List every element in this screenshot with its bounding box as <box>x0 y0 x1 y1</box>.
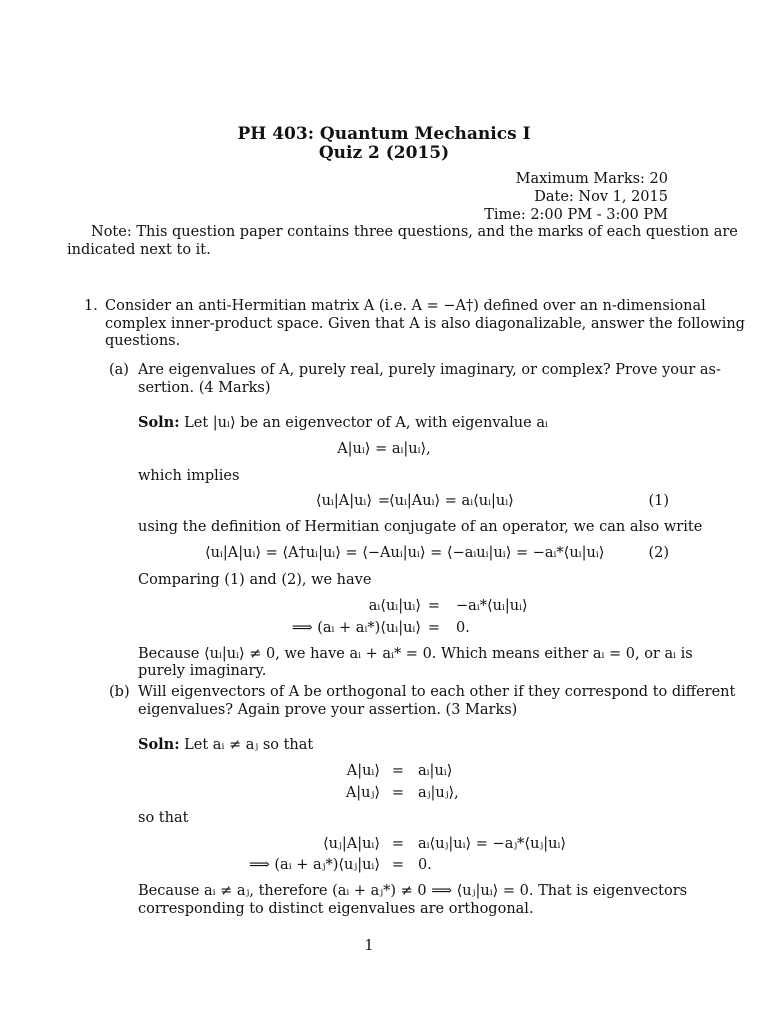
equation-b4-rhs: 0. <box>418 857 432 873</box>
equation-b1-rhs: aᵢ|uᵢ⟩ <box>418 763 453 779</box>
equation-b3-lhs: ⟨uⱼ|A|uᵢ⟩ <box>323 836 380 852</box>
soln-text: Let |uᵢ⟩ be an eigenvector of A, with eigenvalue aᵢ <box>179 415 548 431</box>
equation-b1-eq: = <box>391 763 405 779</box>
equation-b4-eq: = <box>391 857 405 873</box>
exam-time: Time: 2:00 PM - 3:00 PM <box>484 207 668 223</box>
equation-a4-eq: = <box>427 598 441 614</box>
max-marks: Maximum Marks: 20 <box>515 171 668 187</box>
so-that-text: so that <box>138 810 189 826</box>
part-b-conclusion-2: corresponding to distinct eigenvalues are orthogonal. <box>138 901 534 917</box>
equation-a1: A|uᵢ⟩ = aᵢ|uᵢ⟩, <box>337 441 431 457</box>
part-a-conclusion-1: Because ⟨uᵢ|uᵢ⟩ ≠ 0, we have aᵢ + aᵢ* = 0. Which means either aᵢ = 0, or aᵢ is <box>138 646 693 662</box>
equation-b3-rhs: aᵢ⟨uⱼ|uᵢ⟩ = −aⱼ*⟨uⱼ|uᵢ⟩ <box>418 836 567 852</box>
page-number: 1 <box>364 938 374 954</box>
part-b-conclusion-1: Because aᵢ ≠ aⱼ, therefore (aᵢ + aⱼ*) ≠ 0 ⟹ ⟨uⱼ|uᵢ⟩ = 0. That is eigenvectors <box>138 883 688 899</box>
equation-b4-lhs: ⟹ (aᵢ + aⱼ*)⟨uⱼ|uᵢ⟩ <box>249 857 380 873</box>
note-line-2: indicated next to it. <box>67 242 211 258</box>
part-b-line-2: eigenvalues? Again prove your assertion. (3 Marks) <box>138 702 518 718</box>
soln-label: Soln: <box>138 736 180 753</box>
equation-b2-eq: = <box>391 785 405 801</box>
question-number: 1. <box>84 298 98 314</box>
part-a-solution-intro <box>138 414 548 432</box>
equation-b3-eq: = <box>391 836 405 852</box>
equation-a5-rhs: 0. <box>456 620 470 636</box>
equation-number-2: (2) <box>648 545 669 561</box>
equation-b2-rhs: aⱼ|uⱼ⟩, <box>418 785 459 801</box>
soln-text: Let aᵢ ≠ aⱼ so that <box>179 737 314 753</box>
equation-a4-lhs: aᵢ⟨uᵢ|uᵢ⟩ <box>368 598 421 614</box>
equation-a2-lhs: ⟨uᵢ|A|uᵢ⟩ <box>315 493 372 509</box>
equation-a5-eq: = <box>427 620 441 636</box>
soln-label: Soln: <box>138 414 180 431</box>
equation-b1-lhs: A|uᵢ⟩ <box>346 763 380 779</box>
question-line-1: Consider an anti-Hermitian matrix A (i.e. A = −A†) defined over an n-dimensional <box>105 298 706 314</box>
equation-a2-rhs: ⟨uᵢ|Auᵢ⟩ = aᵢ⟨uᵢ|uᵢ⟩ <box>389 493 514 509</box>
part-a-line-1: Are eigenvalues of A, purely real, purely imaginary, or complex? Prove your as- <box>138 362 721 378</box>
equation-a5-lhs: ⟹ (aᵢ + aᵢ*)⟨uᵢ|uᵢ⟩ <box>291 620 421 636</box>
equation-number-1: (1) <box>648 493 669 509</box>
part-b-line-1: Will eigenvectors of A be orthogonal to each other if they correspond to different <box>138 684 736 700</box>
page-title: PH 403: Quantum Mechanics I <box>237 124 531 144</box>
equation-b2-lhs: A|uⱼ⟩ <box>345 785 380 801</box>
comparing-text: Comparing (1) and (2), we have <box>138 572 372 588</box>
part-b-label: (b) <box>109 684 130 700</box>
part-a-conclusion-2: purely imaginary. <box>138 663 267 679</box>
question-line-2: complex inner-product space. Given that A is also diagonalizable, answer the following <box>105 316 745 332</box>
equation-a4-rhs: −aᵢ*⟨uᵢ|uᵢ⟩ <box>456 598 528 614</box>
hermitian-def-text: using the definition of Hermitian conjugate of an operator, we can also write <box>138 519 703 535</box>
equation-a2-eq: = <box>377 493 391 509</box>
part-b-solution-intro <box>138 736 313 754</box>
page-subtitle: Quiz 2 (2015) <box>318 143 450 163</box>
which-implies-text: which implies <box>138 468 240 484</box>
part-a-line-2: sertion. (4 Marks) <box>138 380 271 396</box>
equation-a3: ⟨uᵢ|A|uᵢ⟩ = ⟨A†uᵢ|uᵢ⟩ = ⟨−Auᵢ|uᵢ⟩ = ⟨−aᵢuᵢ|uᵢ⟩ = −aᵢ*⟨uᵢ|uᵢ⟩ <box>205 545 605 561</box>
note-line-1: Note: This question paper contains three questions, and the marks of each question are <box>91 224 738 240</box>
question-line-3: questions. <box>105 333 181 349</box>
part-a-label: (a) <box>109 362 129 378</box>
exam-date: Date: Nov 1, 2015 <box>534 189 668 205</box>
